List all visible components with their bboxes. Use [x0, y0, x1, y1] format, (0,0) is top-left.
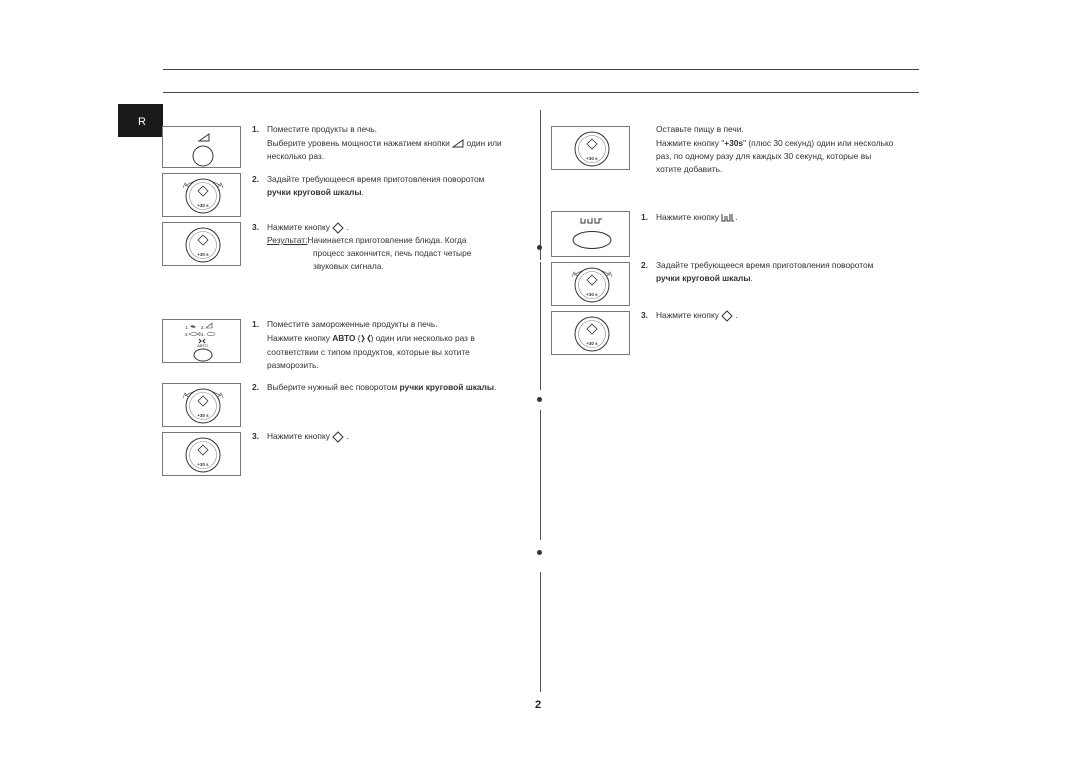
step-text: 1. Нажмите кнопку . — [641, 212, 738, 222]
svg-text:· · · · · · · ·: · · · · · · · · — [196, 457, 210, 461]
plus30-label: +30 s — [197, 462, 209, 467]
power-level-icon — [199, 134, 209, 141]
start-icon — [332, 431, 344, 443]
plus30-label: +30 s — [586, 156, 598, 161]
defrost-panel — [551, 211, 630, 257]
center-divider — [540, 572, 541, 692]
header-rule-top — [163, 69, 919, 70]
dial-knob-panel — [162, 173, 241, 217]
step-text: ручки круговой шкалы. — [267, 187, 364, 197]
dial-knob-panel — [162, 383, 241, 427]
auto-defrost-panel — [162, 319, 241, 363]
power-button — [193, 146, 213, 166]
auto-button — [194, 349, 212, 361]
bread-icon — [207, 332, 215, 336]
power-level-icon — [452, 139, 464, 148]
fish-icon — [189, 332, 200, 336]
step-text: 3. Нажмите кнопку . — [252, 431, 349, 441]
result-text: Результат:Начинается приготовление блюда. Когда — [267, 235, 467, 245]
meat-icon — [190, 325, 196, 328]
step-text: раз, по одному разу для каждых 30 секунд, которые вы — [656, 151, 872, 161]
step-text: разморозить. — [267, 360, 319, 370]
start-button-panel — [162, 432, 241, 476]
start-icon — [721, 310, 733, 322]
svg-text:· · · · · · · ·: · · · · · · · · — [196, 198, 210, 202]
result-text: процесс закончится, печь подаст четыре — [313, 248, 472, 258]
plus30-label: +30 s — [586, 292, 598, 297]
auto-icon — [361, 334, 371, 343]
page-number: 2 — [535, 699, 542, 711]
divider-dot — [537, 397, 542, 402]
plus30-label: +30 s — [197, 413, 209, 418]
section-tab: R — [118, 104, 163, 137]
center-divider — [540, 410, 541, 540]
step-text: 3. Нажмите кнопку . — [641, 310, 738, 320]
step-text: Выберите уровень мощности нажатием кнопки один или — [267, 138, 502, 148]
step-text: 2. Выберите нужный вес поворотом ручки круговой шкалы. — [252, 382, 497, 392]
step-text: Нажмите кнопку АВТО ( ) один или несколько раз в — [267, 333, 475, 343]
divider-dot — [537, 245, 542, 250]
step-text: 2. Задайте требующееся время приготовления поворотом — [641, 260, 874, 270]
header-rule-bottom — [163, 92, 919, 93]
power-level-panel — [162, 126, 241, 168]
poultry-icon — [206, 323, 212, 328]
dial-knob-panel — [551, 262, 630, 306]
step-text: Нажмите кнопку "+30s" (плюс 30 секунд) один или несколько — [656, 138, 894, 148]
plus30-label: +30 s — [197, 203, 209, 208]
divider-dot — [537, 550, 542, 555]
step-text: хотите добавить. — [656, 164, 723, 174]
plus30-button-panel — [551, 126, 630, 170]
svg-text:· · · · · · · ·: · · · · · · · · — [196, 408, 210, 412]
svg-text:· · · · · · · ·: · · · · · · · · — [585, 287, 599, 291]
step-text: 3. Нажмите кнопку . — [252, 222, 349, 232]
svg-text:· · · · · · · ·: · · · · · · · · — [585, 336, 599, 340]
svg-text:· · · · · · · ·: · · · · · · · · — [585, 151, 599, 155]
step-text: несколько раз. — [267, 151, 325, 161]
start-button-panel — [162, 222, 241, 266]
auto-label: АВТО — [197, 343, 208, 348]
defrost-button — [573, 232, 611, 249]
plus30-label: +30 s — [586, 341, 598, 346]
step-text: 1. Поместите замороженные продукты в печь. — [252, 319, 438, 329]
start-icon — [332, 222, 344, 234]
step-text: 1. Поместите продукты в печь. — [252, 124, 377, 134]
plus30-label: +30 s — [197, 252, 209, 257]
center-divider — [540, 262, 541, 390]
start-button-panel — [551, 311, 630, 355]
step-text: 2. Задайте требующееся время приготовления поворотом — [252, 174, 485, 184]
svg-text:· · · · · · · ·: · · · · · · · · — [196, 247, 210, 251]
defrost-icon — [721, 213, 735, 223]
defrost-icon — [581, 218, 602, 223]
auto-code-1: 1. — [185, 325, 189, 330]
center-divider — [540, 110, 541, 260]
auto-code-2: 2. — [201, 325, 205, 330]
result-text: звуковых сигнала. — [313, 261, 384, 271]
step-text: Оставьте пищу в печи. — [656, 124, 744, 134]
auto-code-3: 3. — [185, 332, 189, 337]
step-text: ручки круговой шкалы. — [656, 273, 753, 283]
step-text: соответствии с типом продуктов, которые вы хотите — [267, 347, 470, 357]
auto-code-4: 4. — [201, 332, 205, 337]
